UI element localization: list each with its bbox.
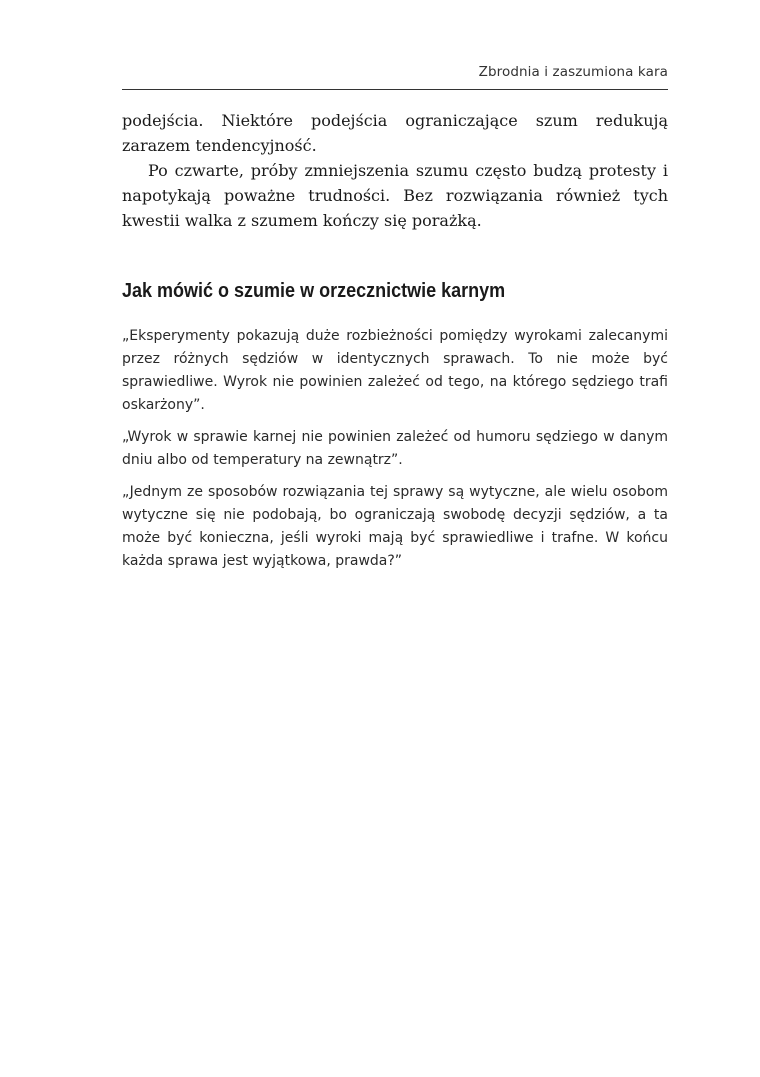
quote-paragraph: „Eksperymenty pokazują duże rozbieżności pomiędzy wyrokami zalecanymi przez różnych sędziów w identycznych sprawach. To nie może być sprawiedliwe. Wyrok nie powinien zależeć od tego, na którego sędziego trafi oskarżony”. [122, 328, 668, 413]
body-text [122, 108, 668, 233]
running-header: Zbrodnia i zaszumiona kara [478, 64, 668, 80]
section-heading: Jak mówić o szumie w orzecznictwie karnym [122, 280, 506, 302]
header-rule [122, 89, 668, 90]
body-paragraph: Po czwarte, próby zmniejszenia szumu często budzą protesty i napotykają poważne trudności. Bez rozwiązania również tych kwestii walka z szumem kończy się porażką. [122, 161, 668, 230]
body-paragraph: podejścia. Niektóre podejścia ograniczające szum redukują zarazem tendencyjność. [122, 111, 668, 155]
quote-paragraph: „Wyrok w sprawie karnej nie powinien zależeć od humoru sędziego w danym dniu albo od temperatury na zewnątrz”. [122, 429, 668, 468]
quote-list [122, 325, 668, 582]
quote-paragraph: „Jednym ze sposobów rozwiązania tej sprawy są wytyczne, ale wielu osobom wytyczne się nie podobają, bo ograniczają swobodę decyzji sędziów, a ta może być konieczna, jeśli wyroki mają być sprawiedliwe i trafne. W końcu każda sprawa jest wyjątkowa, prawda?” [122, 484, 668, 569]
